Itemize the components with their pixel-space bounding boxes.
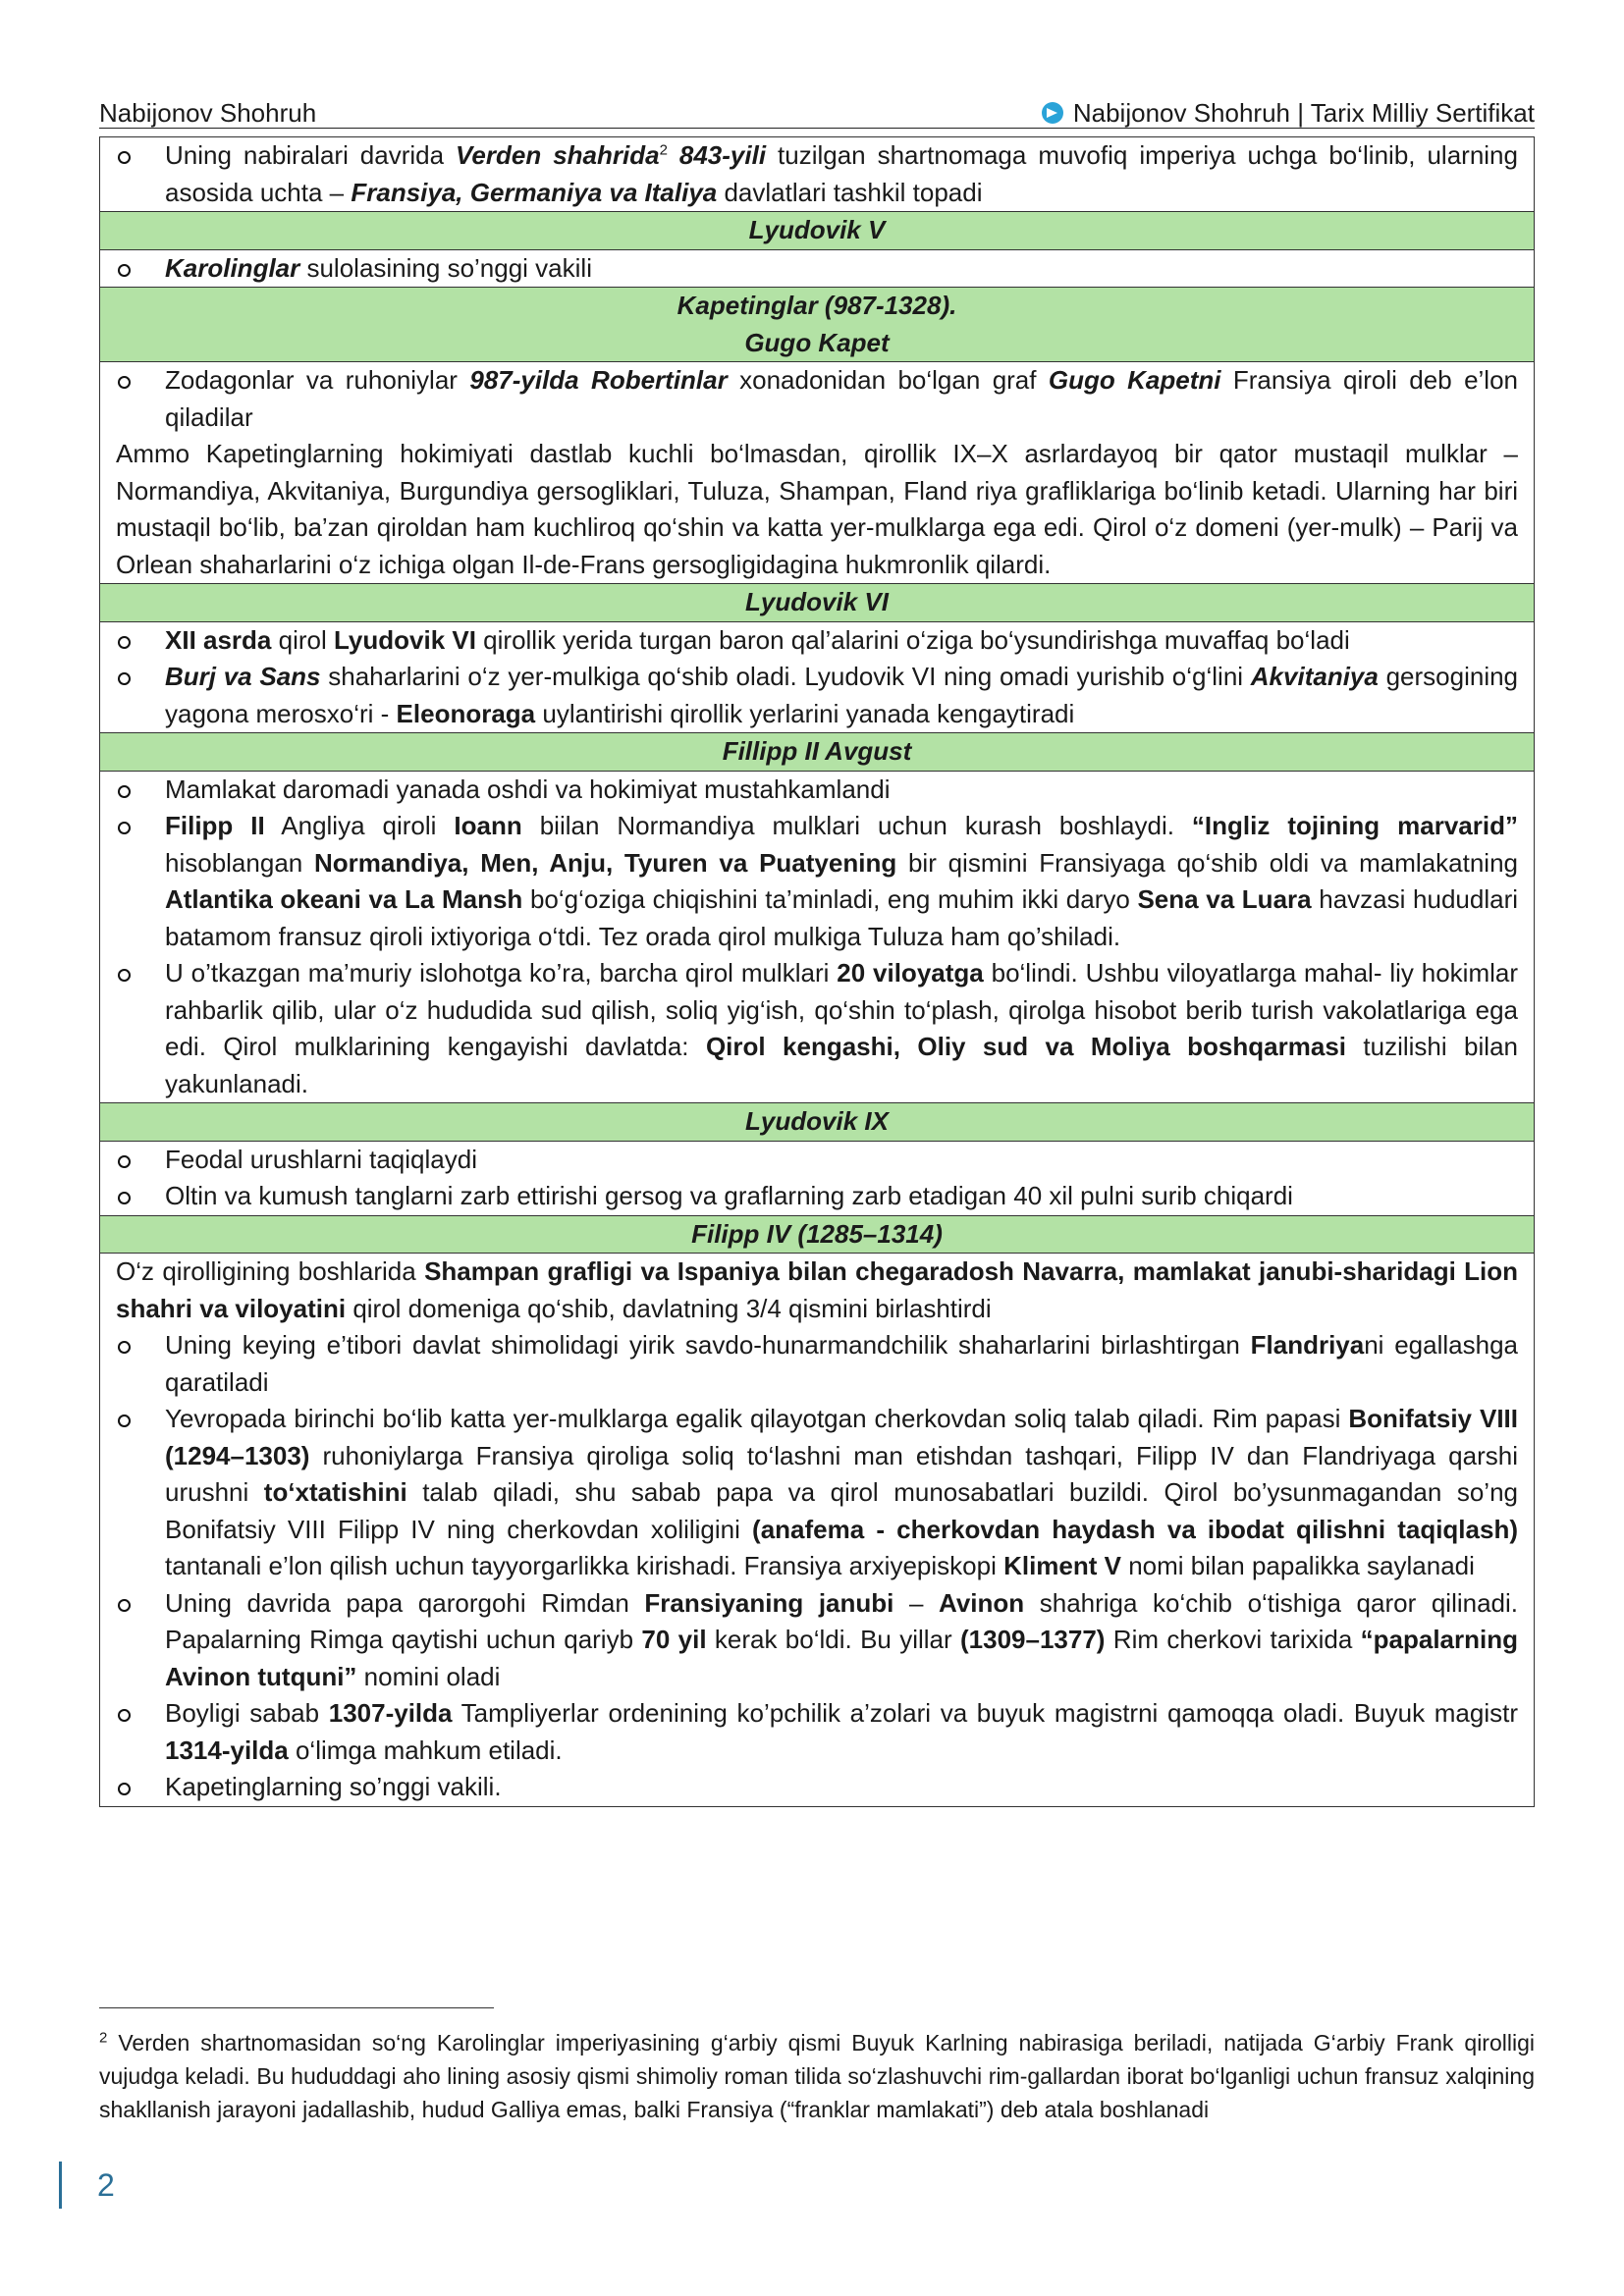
section-header-row (100, 584, 1535, 622)
section-header-row (100, 288, 1535, 362)
content-row (100, 137, 1535, 212)
content-row (100, 1254, 1535, 1807)
content-row (100, 362, 1535, 584)
paragraph: O‘z qirolligining boshlarida Shampan grafligi va Ispaniya bilan chegaradosh Navarra, mamlakat janubi-sharidagi Lion shahri va viloyatini qirol domeniga qo‘shib, davlatning 3/4 qismini birlashtirdi (116, 1256, 1519, 1323)
content-cell (100, 137, 1535, 212)
telegram-icon (1042, 102, 1063, 124)
bullet-item: Yevropada birinchi bo‘lib katta yer-mulklarga egalik qilayotgan cherkovdan soliq talab qiladi. Rim papasi Bonifatsiy VIII (1294–1303) ruhoniylarga Fransiya qiroliga soliq to‘lashni man etishdan tashqari, Filipp IV dan Flandriyaga qarshi urushni to‘xtatishini talab qiladi, shu sabab papa va qirol munosabatlari buzildi. Qirol bo’ysunmagandan so’ng Bonifatsiy VIII Filipp IV ning cherkovdan xoliligini (anafema - cherkovdan haydash va ibodat qilishni taqiqlash) tantanali e’lon qilish uchun tayyorgarlikka kirishadi. Fransiya arxiyepiskopi Kliment V nomi bilan papalikka saylanadi (116, 1401, 1518, 1585)
bullet-item: Oltin va kumush tanglarni zarb ettirishi gersog va graflarning zarb etadigan 40 xil pulni surib chiqardi (116, 1178, 1518, 1215)
content-cell (100, 1254, 1535, 1807)
section-header: Kapetinglar (987-1328). Gugo Kapet (100, 288, 1535, 362)
bullet-item: XII asrda qirol Lyudovik VI qirollik yerida turgan baron qal’alarini o‘ziga bo‘ysundirishga muvaffaq bo‘ladi (116, 622, 1518, 660)
content-table (99, 136, 1535, 1807)
bullet-item: Burj va Sans shaharlarini o‘z yer-mulkiga qo‘shib oladi. Lyudovik VI ning omadi yurishib o‘g‘lini Akvitaniya gersogining yagona merosxo‘ri - Eleonoraga uylantirishi qirollik yerlarini yanada kengaytiradi (116, 659, 1518, 732)
content-row (100, 621, 1535, 733)
bullet-item: Mamlakat daromadi yanada oshdi va hokimiyat mustahkamlandi (116, 772, 1518, 809)
channel-link[interactable] (1042, 98, 1535, 128)
bullet-item: Uning nabiralari davrida Verden shahrida$^2$ 843-yili tuzilgan shartnomaga muvofiq imperiya uchga bo‘linib, ularning asosida uchta – Fransiya, Germaniya va Italiya davlatlari tashkil topadi (116, 137, 1518, 211)
section-header-row (100, 733, 1535, 772)
footnote-divider (99, 2007, 494, 2008)
content-cell (100, 771, 1535, 1103)
paragraph: Ammo Kapetinglarning hokimiyati dastlab kuchli bo‘lmasdan, qirollik IX–X asrlardayoq bir qator mustaqil mulklar – Normandiya, Akvitaniya, Burgundiya gersogliklari, Tuluza, Shampan, Fland riya grafliklariga bo‘linib ketadi. Ularning har biri mustaqil bo‘lib, ba’zan qiroldan ham kuchliroq qo‘shin va katta yer-mulklarga ega edi. Qirol o‘z domeni (yer-mulk) – Parij va Orlean shaharlarini o‘z ichiga olgan Il-de-Frans gersogligidagina hukmronlik qilardi. (116, 439, 1518, 579)
bullet-item: Karolinglar sulolasining so’nggi vakili (116, 250, 1518, 288)
content-cell (100, 621, 1535, 733)
section-header: Fillipp II Avgust (100, 733, 1535, 772)
section-header-row (100, 1215, 1535, 1254)
section-header: Filipp IV (1285–1314) (100, 1215, 1535, 1254)
bullet-item: Boyligi sabab 1307-yilda Tampliyerlar ordenining ko’pchilik a’zolari va buyuk magistrni qamoqqa oladi. Buyuk magistr 1314-yilda o‘limga mahkum etiladi. (116, 1695, 1518, 1769)
bullet-item: U o’tkazgan ma’muriy islohotga ko’ra, barcha qirol mulklari 20 viloyatga bo‘lindi. Ushbu viloyatlarga mahal- liy hokimlar rahbarlik qilib, ular o‘z hududida sud qilish, soliq yig‘ish, qo‘shin to‘plash, qirolga hisobot berib turish vakolatlariga ega edi. Qirol mulklarining kengayishi davlatda: Qirol kengashi, Oliy sud va Moliya boshqarmasi tuzilishi bilan yakunlanadi. (116, 955, 1518, 1102)
section-header: Lyudovik V (100, 212, 1535, 250)
author-name: Nabijonov Shohruh (99, 98, 317, 128)
content-row (100, 771, 1535, 1103)
section-header: Lyudovik IX (100, 1103, 1535, 1142)
page-header (99, 98, 1535, 129)
bullet-item: Filipp II Angliya qiroli Ioann biilan Normandiya mulklari uchun kurash boshlaydi. “Ingliz tojining marvarid” hisoblangan Normandiya, Men, Anju, Tyuren va Puatyening bir qismini Fransiyaga qo‘shib oldi va mamlakatning Atlantika okeani va La Mansh bo‘g‘oziga chiqishini ta’minladi, eng muhim ikki daryo Sena va Luara havzasi hududlari batamom fransuz qiroli ixtiyoriga o‘tdi. Tez orada qirol mulkiga Tuluza ham qo’shiladi. (116, 808, 1518, 955)
channel-name: Nabijonov Shohruh | Tarix Milliy Sertifikat (1072, 98, 1535, 128)
bullet-item: Feodal urushlarni taqiqlaydi (116, 1142, 1518, 1179)
content-cell (100, 249, 1535, 288)
section-header: Lyudovik VI (100, 584, 1535, 622)
bullet-item: Zodagonlar va ruhoniylar 987-yilda Robertinlar xonadonidan bo‘lgan graf Gugo Kapetni Fransiya qiroli deb e’lon qiladilar (116, 362, 1518, 436)
bullet-item: Uning keying e’tibori davlat shimolidagi yirik savdo-hunarmandchilik shaharlarini birlashtirgan Flandriyani egallashga qaratiladi (116, 1327, 1518, 1401)
content-row (100, 249, 1535, 288)
bullet-item: Uning davrida papa qarorgohi Rimdan Fransiyaning janubi – Avinon shahriga ko‘chib o‘tishiga qaror qilinadi. Papalarning Rimga qaytishi uchun qariyb 70 yil kerak bo‘ldi. Bu yillar (1309–1377) Rim cherkovi tarixida “papalarning Avinon tutquni” nomini oladi (116, 1585, 1518, 1696)
page-number: 2 (59, 2162, 115, 2209)
content-row (100, 1141, 1535, 1215)
section-header-row (100, 1103, 1535, 1142)
bullet-item: Kapetinglarning so’nggi vakili. (116, 1769, 1518, 1806)
section-header-row (100, 212, 1535, 250)
content-cell (100, 362, 1535, 584)
footnote: $^2$ Verden shartnomasidan so‘ng Karolinglar imperiyasining g‘arbiy qismi Buyuk Karlning nabirasiga beriladi, natijada G‘arbiy Frank qirolligi vujudga keladi. Bu hududdagi aho lining asosiy qismi shimoliy roman tilida so‘zlashuvchi rim-gallardan iborat bo‘lganligi uchun fransuz xalqining shakllanish jarayoni jadallashib, hudud Galliya emas, balki Fransiya (“franklar mamlakati”) deb atala boshlanadi (99, 2029, 1535, 2122)
content-cell (100, 1141, 1535, 1215)
